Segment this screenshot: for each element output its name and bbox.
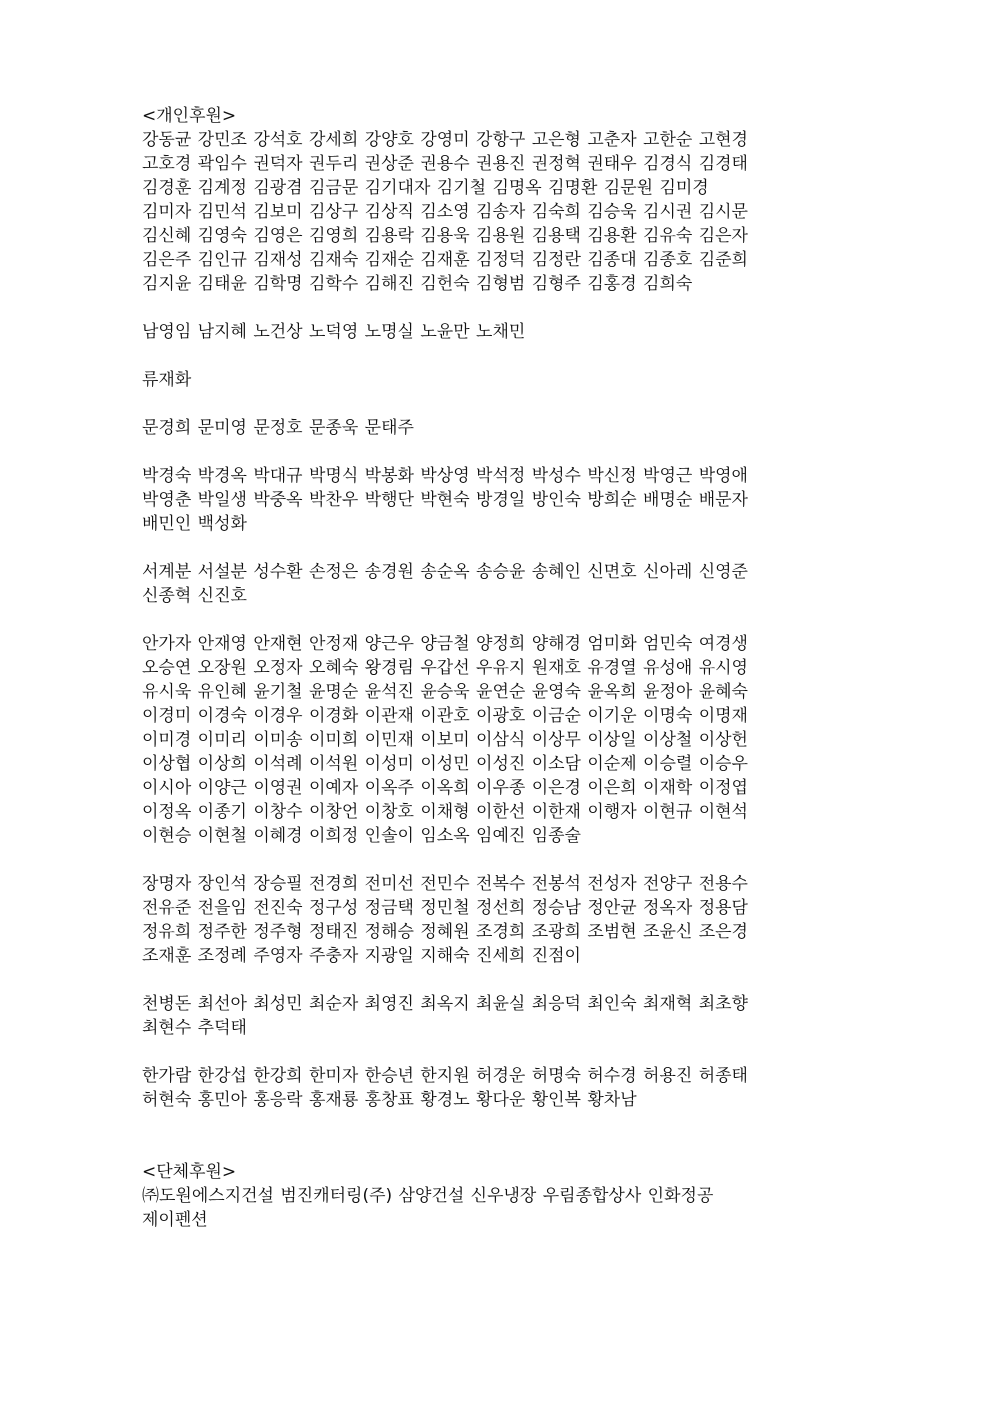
sponsor-group xyxy=(142,560,852,608)
sponsor-group xyxy=(142,992,852,1040)
sponsor-group xyxy=(142,320,852,344)
sponsor-name-line: 김신혜 김영숙 김영은 김영희 김용락 김용욱 김용원 김용택 김용환 김유숙 김은자 xyxy=(142,226,748,246)
sponsor-group xyxy=(142,1064,852,1112)
sponsor-list-page xyxy=(142,104,852,1232)
individual-sponsors-heading: <개인후원> xyxy=(142,106,237,126)
sponsor-name-line: 이시아 이양근 이영권 이예자 이옥주 이옥희 이우종 이은경 이은희 이재학 이정엽 xyxy=(142,778,748,798)
sponsor-name-line: 박경숙 박경옥 박대규 박명식 박봉화 박상영 박석정 박성수 박신정 박영근 박영애 xyxy=(142,466,748,486)
sponsor-name-line: 한가람 한강섭 한강희 한미자 한승년 한지원 허경운 허명숙 허수경 허용진 허종태 xyxy=(142,1066,748,1086)
sponsor-group xyxy=(142,128,852,296)
sponsor-name-line: 천병돈 최선아 최성민 최순자 최영진 최옥지 최윤실 최응덕 최인숙 최재혁 최초향 xyxy=(142,994,748,1014)
sponsor-name-line: 강동균 강민조 강석호 강세희 강양호 강영미 강항구 고은형 고춘자 고한순 고현경 xyxy=(142,130,748,150)
organization-name-line: 제이펜션 xyxy=(142,1210,208,1230)
organization-sponsors-heading: <단체후원> xyxy=(142,1162,237,1182)
sponsor-name-line: 배민인 백성화 xyxy=(142,514,247,534)
individual-sponsors-list xyxy=(142,128,852,1112)
sponsor-name-line: 김경훈 김계정 김광겸 김금문 김기대자 김기철 김명옥 김명환 김문원 김미경 xyxy=(142,178,709,198)
sponsor-name-line: 남영임 남지혜 노건상 노덕영 노명실 노윤만 노채민 xyxy=(142,322,526,342)
organization-name-line: ㈜도원에스지건설 범진캐터링(주) 삼양건설 신우냉장 우림종합상사 인화정공 xyxy=(142,1186,714,1206)
section-spacer xyxy=(142,1136,852,1160)
sponsor-name-line: 전유준 전을임 전진숙 정구성 정금택 정민철 정선희 정승남 정안균 정옥자 정용담 xyxy=(142,898,748,918)
organization-sponsors-list xyxy=(142,1184,852,1232)
sponsor-name-line: 이미경 이미리 이미송 이미희 이민재 이보미 이삼식 이상무 이상일 이상철 이상헌 xyxy=(142,730,748,750)
sponsor-name-line: 고호경 곽임수 권덕자 권두리 권상준 권용수 권용진 권정혁 권태우 김경식 김경태 xyxy=(142,154,748,174)
sponsor-name-line: 최현수 추덕태 xyxy=(142,1018,247,1038)
sponsor-name-line: 안가자 안재영 안재현 안정재 양근우 양금철 양정희 양해경 엄미화 엄민숙 여경생 xyxy=(142,634,748,654)
sponsor-name-line: 김미자 김민석 김보미 김상구 김상직 김소영 김송자 김숙희 김승욱 김시권 김시문 xyxy=(142,202,748,222)
sponsor-name-line: 김은주 김인규 김재성 김재숙 김재순 김재훈 김정덕 김정란 김종대 김종호 김준희 xyxy=(142,250,748,270)
sponsor-group xyxy=(142,416,852,440)
sponsor-name-line: 문경희 문미영 문정호 문종욱 문태주 xyxy=(142,418,414,438)
sponsor-name-line: 유시욱 유인혜 윤기철 윤명순 윤석진 윤승욱 윤연순 윤영숙 윤옥희 윤정아 윤혜숙 xyxy=(142,682,748,702)
sponsor-name-line: 조재훈 조정례 주영자 주충자 지광일 지해숙 진세희 진점이 xyxy=(142,946,581,966)
sponsor-name-line: 이상협 이상희 이석례 이석원 이성미 이성민 이성진 이소담 이순제 이승렬 이승우 xyxy=(142,754,748,774)
sponsor-name-line: 이경미 이경숙 이경우 이경화 이관재 이관호 이광호 이금순 이기운 이명숙 이명재 xyxy=(142,706,748,726)
sponsor-name-line: 오승연 오장원 오정자 오혜숙 왕경림 우갑선 우유지 원재호 유경열 유성애 유시영 xyxy=(142,658,748,678)
sponsor-name-line: 이정옥 이종기 이창수 이창언 이창호 이채형 이한선 이한재 이행자 이현규 이현석 xyxy=(142,802,748,822)
sponsor-group xyxy=(142,464,852,536)
sponsor-group xyxy=(142,368,852,392)
sponsor-name-line: 신종혁 신진호 xyxy=(142,586,247,606)
sponsor-name-line: 허현숙 홍민아 홍응락 홍재룡 홍창표 황경노 황다운 황인복 황차남 xyxy=(142,1090,637,1110)
sponsor-name-line: 류재화 xyxy=(142,370,192,390)
sponsor-name-line: 정유희 정주한 정주형 정태진 정해승 정혜원 조경희 조광희 조범현 조윤신 조은경 xyxy=(142,922,748,942)
sponsor-name-line: 장명자 장인석 장승필 전경희 전미선 전민수 전복수 전봉석 전성자 전양구 전용수 xyxy=(142,874,748,894)
sponsor-name-line: 서계분 서설분 성수환 손정은 송경원 송순옥 송승윤 송혜인 신면호 신아레 신영준 xyxy=(142,562,748,582)
sponsor-group xyxy=(142,632,852,848)
sponsor-group xyxy=(142,872,852,968)
sponsor-name-line: 이현승 이현철 이혜경 이희정 인솔이 임소옥 임예진 임종술 xyxy=(142,826,581,846)
sponsor-name-line: 박영춘 박일생 박중옥 박찬우 박행단 박현숙 방경일 방인숙 방희순 배명순 배문자 xyxy=(142,490,748,510)
sponsor-name-line: 김지윤 김태윤 김학명 김학수 김해진 김헌숙 김형범 김형주 김홍경 김희숙 xyxy=(142,274,693,294)
